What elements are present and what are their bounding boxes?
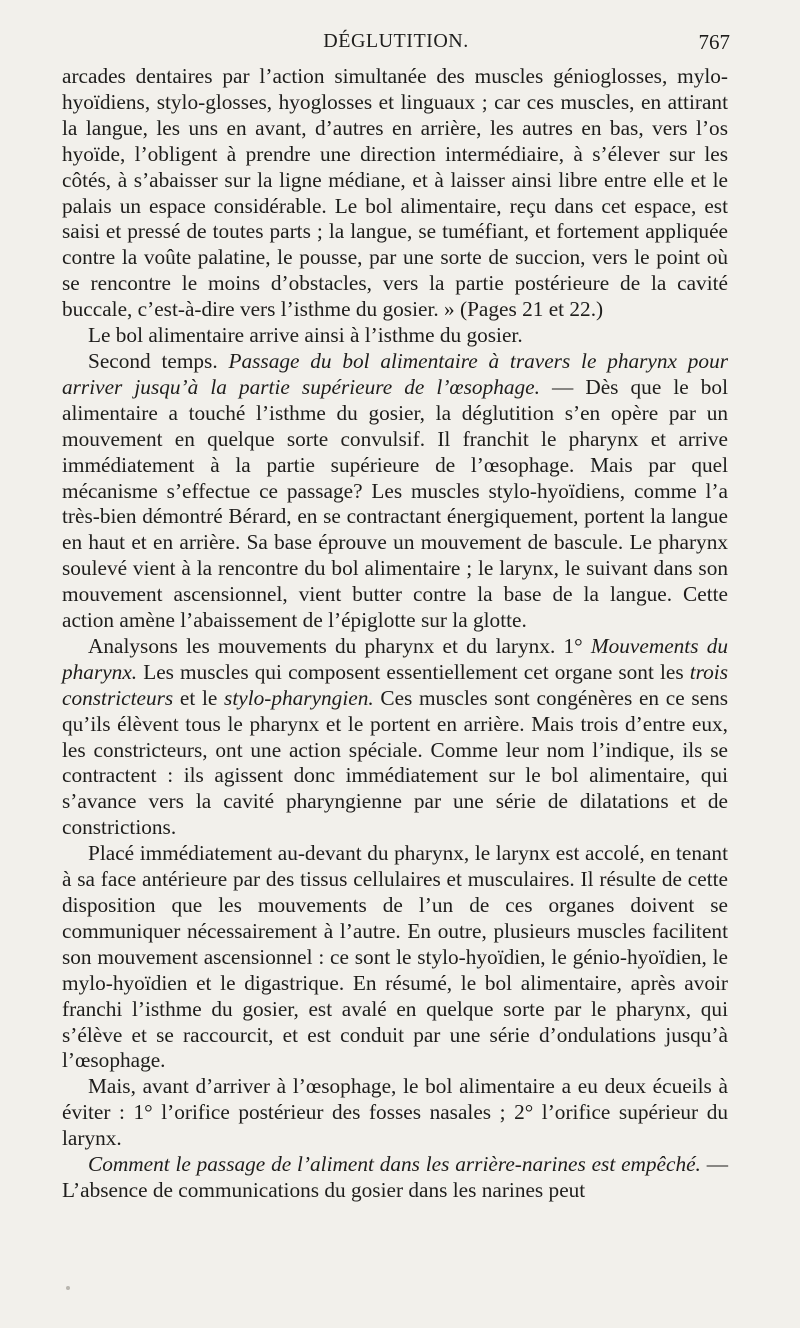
text-run: Placé immédiatement au-devant du pharynx, le larynx est accolé, en tenant à sa face antérieure par des tissus cellulaires et musculaires. Il résulte de cette disposition que les mouvements de l’un de ces organes doivent se communiquer nécessairement à l’autre. En outre, plusieurs muscles facilitent son mouvement ascensionnel : ce sont le stylo-hyoïdien, le génio-hyoïdien, le mylo-hyoïdien et le digastrique. En résumé, le bol alimentaire, après avoir franchi l’isthme du gosier, est avalé en quelque sorte par le pharynx, qui s’élève et se raccourcit, et est conduit par une série d’ondulations jusqu’à l’œsophage. — [62, 841, 728, 1073]
italic-text-run: Mouvements du pharynx. — [62, 633, 729, 684]
paragraph — [62, 323, 728, 349]
paragraph — [62, 634, 728, 841]
text-run: Le bol alimentaire arrive ainsi à l’isthme du gosier. — [88, 323, 523, 348]
text-run: et le — [173, 685, 225, 710]
paragraph — [62, 1152, 728, 1204]
italic-text-run: trois constricteurs — [62, 659, 728, 710]
paper-speck — [66, 1286, 70, 1290]
italic-text-run: Passage du bol alimentaire à travers le pharynx pour arriver jusqu’à la partie supérieure de l’œsophage. — [62, 348, 728, 399]
paragraph — [62, 64, 728, 323]
text-run: Second temps. — [88, 348, 229, 373]
text-run: Analysons les mouvements du pharynx et du larynx. 1° — [88, 633, 591, 658]
text-run: Les muscles qui composent essentiellement cet organe sont les — [137, 659, 690, 684]
text-body — [62, 64, 728, 1204]
text-run: Ces muscles sont congénères en ce sens qu’ils élèvent tous le pharynx et le portent en arrière. Mais trois d’entre eux, les constricteurs, ont une action spéciale. Comme leur nom l’indique, ils se contractent : ils agissent donc immédiatement sur le bol alimentaire, qui s’avance vers la cavité pharyngienne par une série de dilatations et de constrictions. — [62, 685, 729, 840]
text-run: Mais, avant d’arriver à l’œsophage, le bol alimentaire a eu deux écueils à éviter : 1° l’orifice postérieur des fosses nasales ; 2° l’orifice supérieur du larynx. — [62, 1074, 728, 1151]
italic-text-run: stylo-pharyngien. — [224, 685, 374, 710]
running-title: DÉGLUTITION. — [323, 30, 469, 52]
paragraph — [62, 1074, 728, 1152]
page-header — [62, 30, 730, 60]
paragraph — [62, 349, 728, 634]
text-run: arcades dentaires par l’action simultanée des muscles génioglosses, mylo-hyoïdiens, stylo-glosses, hyoglosses et linguaux ; car ces muscles, en attirant la langue, les uns en avant, d’autres en arrière, les autres en bas, vers l’os hyoïde, l’obligent à prendre une direction intermédiaire, à s’élever sur les côtés, à s’abaisser sur la ligne médiane, et à laisser ainsi libre entre elle et le palais un espace considérable. Le bol alimentaire, reçu dans cet espace, est saisi et pressé de toutes parts ; la langue, se tuméfiant, et fortement appliquée contre la voûte palatine, le pousse, par une sorte de succion, vers le point où se rencontre le moins d’obstacles, vers la partie postérieure de la cavité buccale, c’est-à-dire vers l’isthme du gosier. » (Pages 21 et 22.) — [62, 64, 728, 322]
paragraph — [62, 841, 728, 1074]
text-run: — L’absence de communications du gosier dans les narines peut — [62, 1152, 728, 1202]
italic-text-run: Comment le passage de l’aliment dans les arrière-narines est empêché. — [88, 1152, 701, 1177]
page-number: 767 — [698, 30, 730, 54]
text-run: — Dès que le bol alimentaire a touché l’isthme du gosier, la déglutition s’en opère par un mouvement en quelque sorte convulsif. Il franchit le pharynx et arrive immédiatement à la partie supérieure de l’œsophage. Mais par quel mécanisme s’effectue ce passage? Les muscles stylo-hyoïdiens, comme l’a très-bien démontré Bérard, en se contractant énergiquement, portent la langue en haut et en arrière. Sa base éprouve un mouvement de bascule. Le pharynx soulevé vient à la rencontre du bol alimentaire ; le larynx, le suivant dans son mouvement ascensionnel, vient butter contre la base de la langue. Cette action amène l’abaissement de l’épiglotte sur la glotte. — [62, 374, 728, 633]
